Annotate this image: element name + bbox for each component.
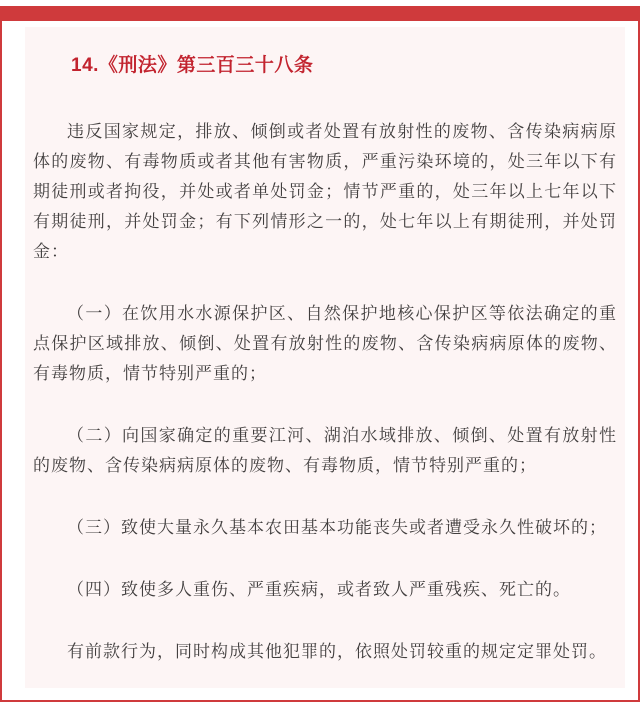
decorative-red-frame bbox=[0, 6, 640, 702]
article-heading: 14.《刑法》第三百三十八条 bbox=[71, 55, 314, 76]
article-paragraph-closing: 有前款行为，同时构成其他犯罪的，依照处罚较重的规定定罪处罚。 bbox=[67, 642, 607, 661]
article-paragraph-item-2: （二）向国家确定的重要江河、湖泊水域排放、倾倒、处置有放射性的废物、含传染病病原体的废物、有毒物质，情节特别严重的； bbox=[33, 426, 617, 475]
page bbox=[0, 6, 643, 707]
content-panel bbox=[25, 27, 625, 688]
article-paragraph-main: 违反国家规定，排放、倾倒或者处置有放射性的废物、含传染病病原体的废物、有毒物质或者其他有害物质，严重污染环境的，处三年以下有期徒刑或者拘役，并处或者单处罚金；情节严重的，处三年以上七年以下有期徒刑，并处罚金；有下列情形之一的，处七年以上有期徒刑，并处罚金： bbox=[33, 122, 617, 261]
article-paragraph-item-3: （三）致使大量永久基本农田基本功能丧失或者遭受永久性破坏的； bbox=[67, 518, 607, 537]
article-paragraph-item-4: （四）致使多人重伤、严重疾病，或者致人严重残疾、死亡的。 bbox=[67, 580, 571, 599]
article-paragraph-item-1: （一）在饮用水水源保护区、自然保护地核心保护区等依法确定的重点保护区域排放、倾倒、处置有放射性的废物、含传染病病原体的废物、有毒物质，情节特别严重的； bbox=[33, 304, 617, 383]
